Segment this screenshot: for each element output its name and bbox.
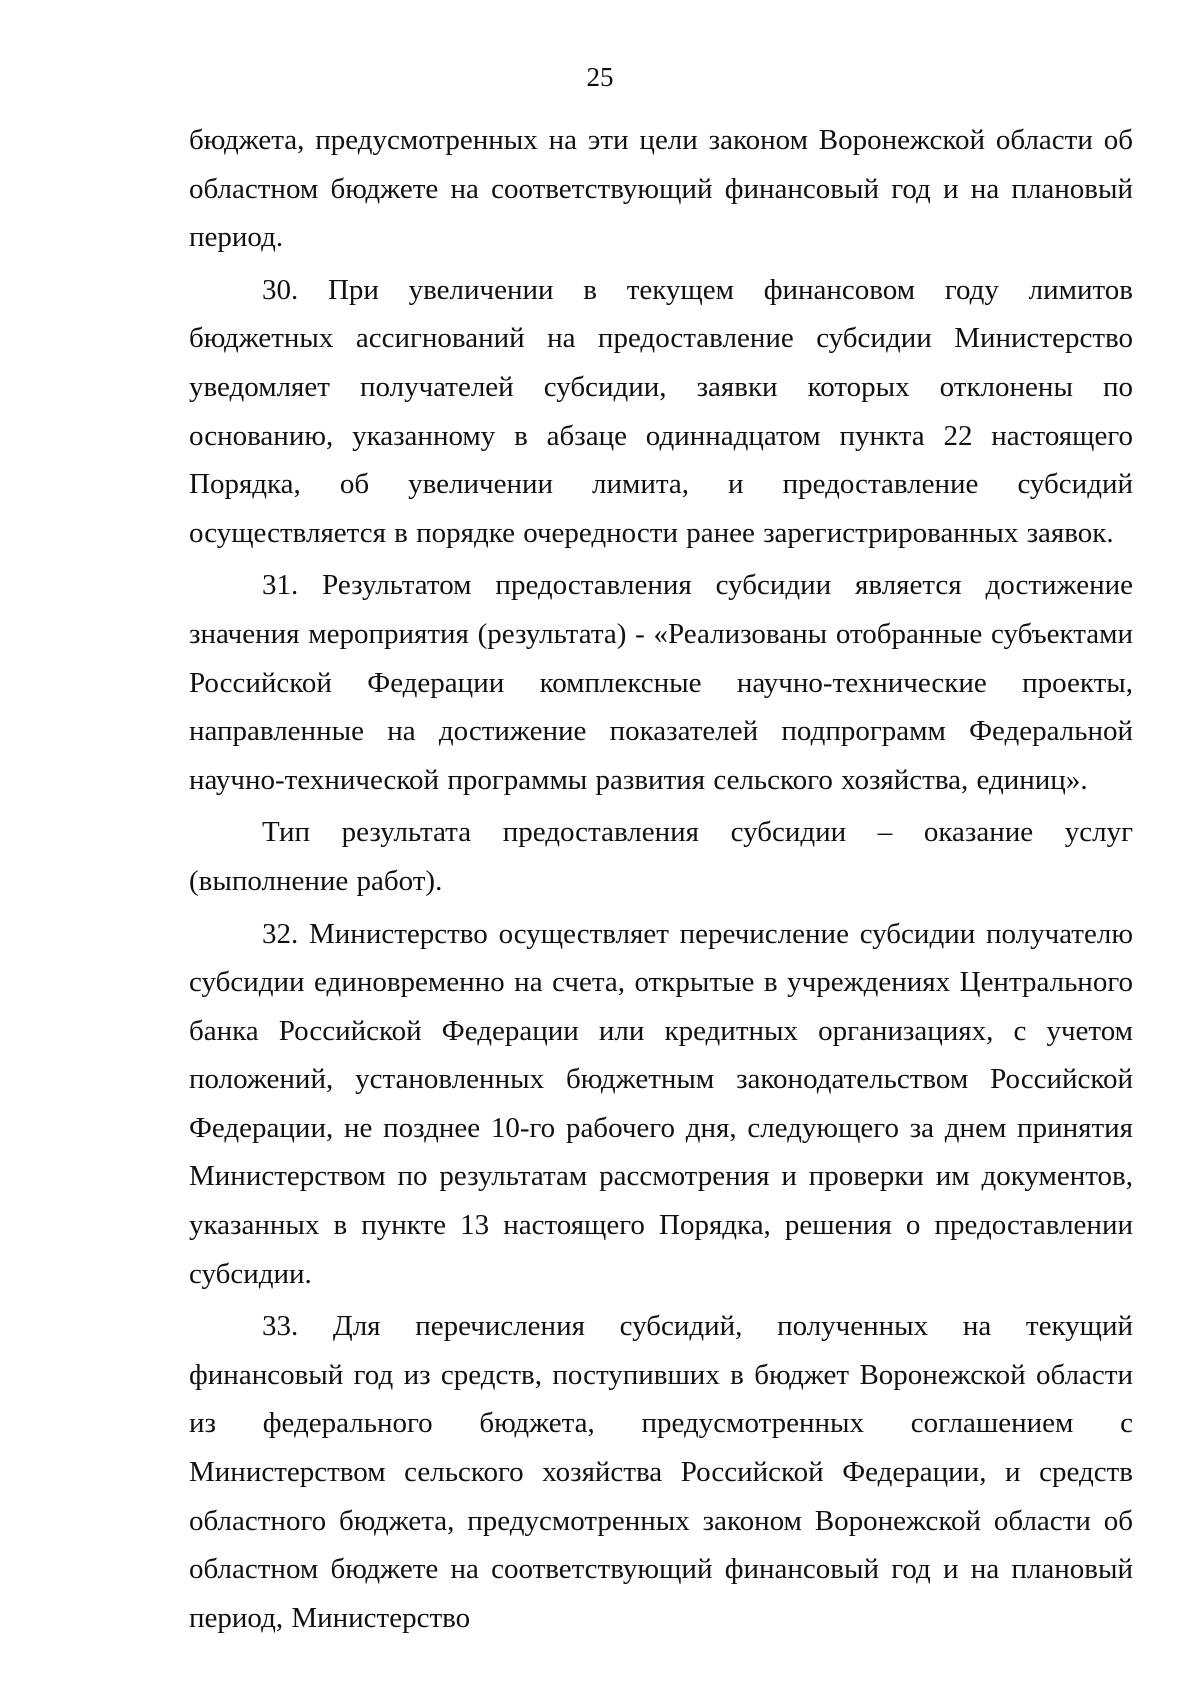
page-number: 25	[586, 62, 614, 92]
paragraph-33: 33. Для перечисления субсидий, полученных на текущий финансовый год из средств, поступивших в бюджет Воронежской области из федерального бюджета, предусмотренных соглашением с Министерством сельского хозяйства Российской Федерации, и средств областного бюджета, предусмотренных законом Воронежской области об областном бюджете на соответствующий финансовый год и на плановый период, Министерство	[189, 1310, 1133, 1634]
paragraph-31: 31. Результатом предоставления субсидии является достижение значения мероприятия (результата) - «Реализованы отобранные субъектами Российской Федерации комплексные научно-технические проекты, направленные на достижение показателей подпрограмм Федеральной научно-технической программы развития сельского хозяйства, единиц».	[189, 569, 1133, 796]
paragraph-continuation: бюджета, предусмотренных на эти цели законом Воронежской области об областном бюджете на соответствующий финансовый год и на плановый период.	[189, 124, 1133, 254]
document-body	[189, 116, 1133, 1642]
paragraph-30: 30. При увеличении в текущем финансовом году лимитов бюджетных ассигнований на предоставление субсидии Министерство уведомляет получателей субсидии, заявки которых отклонены по основанию, указанному в абзаце одиннадцатом пункта 22 настоящего Порядка, об увеличении лимита, и предоставление субсидий осуществляется в порядке очередности ранее зарегистрированных заявок.	[189, 273, 1133, 549]
paragraph-31-result-type: Тип результата предоставления субсидии – оказание услуг (выполнение работ).	[189, 816, 1133, 897]
paragraph-32: 32. Министерство осуществляет перечисление субсидии получателю субсидии единовременно на счета, открытые в учреждениях Центрального банка Российской Федерации или кредитных организациях, с учетом положений, установленных бюджетным законодательством Российской Федерации, не позднее 10-го рабочего дня, следующего за днем принятия Министерством по результатам рассмотрения и проверки им документов, указанных в пункте 13 настоящего Порядка, решения о предоставлении субсидии.	[189, 917, 1133, 1290]
